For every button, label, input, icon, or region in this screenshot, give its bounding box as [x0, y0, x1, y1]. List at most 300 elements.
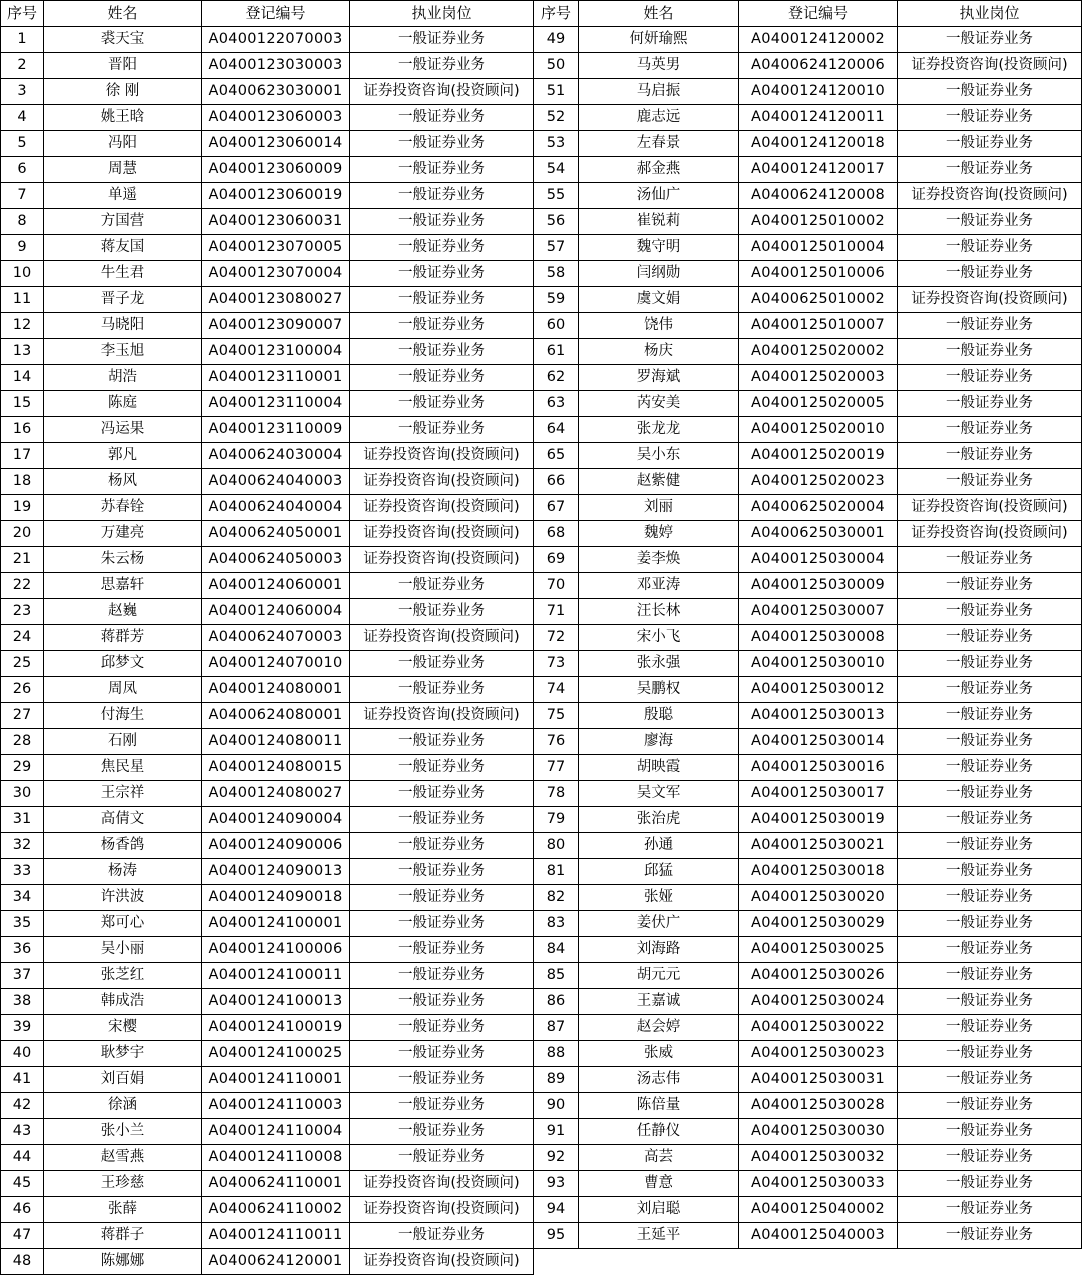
- table-row: [534, 495, 1082, 521]
- cell-seq: 10: [1, 261, 44, 287]
- cell-position: 证券投资咨询(投资顾问): [898, 521, 1082, 547]
- cell-name: 殷聪: [579, 703, 739, 729]
- table-row: [534, 1119, 1082, 1145]
- cell-name: 王宗祥: [44, 781, 202, 807]
- cell-seq: 28: [1, 729, 44, 755]
- cell-position: 一般证券业务: [898, 365, 1082, 391]
- cell-position: 一般证券业务: [898, 1093, 1082, 1119]
- cell-position: 一般证券业务: [350, 209, 534, 235]
- cell-position: 一般证券业务: [898, 1015, 1082, 1041]
- table-row: [1, 313, 534, 339]
- cell-name: 韩成浩: [44, 989, 202, 1015]
- cell-seq: 33: [1, 859, 44, 885]
- cell-position: 一般证券业务: [898, 157, 1082, 183]
- cell-name: 张小兰: [44, 1119, 202, 1145]
- cell-seq: 95: [534, 1223, 579, 1249]
- cell-name: 万建亮: [44, 521, 202, 547]
- table-row: [534, 417, 1082, 443]
- cell-name: 汪长林: [579, 599, 739, 625]
- cell-seq: 13: [1, 339, 44, 365]
- cell-seq: 66: [534, 469, 579, 495]
- cell-name: 苏春铨: [44, 495, 202, 521]
- cell-seq: 69: [534, 547, 579, 573]
- cell-seq: 43: [1, 1119, 44, 1145]
- cell-name: 蒋群子: [44, 1223, 202, 1249]
- cell-reg-no: A0400125030032: [739, 1145, 898, 1171]
- table-row: [1, 1145, 534, 1171]
- cell-seq: 74: [534, 677, 579, 703]
- table-row: [1, 131, 534, 157]
- header-reg-no: 登记编号: [739, 1, 898, 27]
- roster-table-right: [533, 0, 1082, 1249]
- cell-position: 一般证券业务: [898, 131, 1082, 157]
- cell-reg-no: A0400123060003: [202, 105, 350, 131]
- cell-seq: 2: [1, 53, 44, 79]
- cell-seq: 53: [534, 131, 579, 157]
- table-row: [1, 287, 534, 313]
- cell-name: 孙通: [579, 833, 739, 859]
- header-name: 姓名: [579, 1, 739, 27]
- cell-reg-no: A0400124110004: [202, 1119, 350, 1145]
- cell-seq: 14: [1, 365, 44, 391]
- table-row: [1, 859, 534, 885]
- table-row: [1, 469, 534, 495]
- cell-position: 一般证券业务: [898, 1067, 1082, 1093]
- cell-seq: 94: [534, 1197, 579, 1223]
- cell-reg-no: A0400124100025: [202, 1041, 350, 1067]
- table-row: [534, 703, 1082, 729]
- cell-reg-no: A0400125030020: [739, 885, 898, 911]
- cell-position: 证券投资咨询(投资顾问): [350, 521, 534, 547]
- cell-position: 一般证券业务: [350, 599, 534, 625]
- table-row: [1, 573, 534, 599]
- cell-reg-no: A0400125020023: [739, 469, 898, 495]
- cell-name: 赵紫健: [579, 469, 739, 495]
- cell-seq: 81: [534, 859, 579, 885]
- cell-position: 一般证券业务: [350, 1067, 534, 1093]
- table-row: [534, 989, 1082, 1015]
- cell-name: 邱猛: [579, 859, 739, 885]
- cell-seq: 56: [534, 209, 579, 235]
- cell-reg-no: A0400125030018: [739, 859, 898, 885]
- cell-seq: 5: [1, 131, 44, 157]
- cell-reg-no: A0400624070003: [202, 625, 350, 651]
- cell-seq: 88: [534, 1041, 579, 1067]
- table-row: [1, 703, 534, 729]
- cell-seq: 72: [534, 625, 579, 651]
- cell-name: 牛生君: [44, 261, 202, 287]
- cell-name: 周凤: [44, 677, 202, 703]
- cell-name: 魏婷: [579, 521, 739, 547]
- cell-position: 一般证券业务: [898, 209, 1082, 235]
- cell-seq: 79: [534, 807, 579, 833]
- cell-seq: 24: [1, 625, 44, 651]
- cell-name: 周慧: [44, 157, 202, 183]
- table-row: [1, 1249, 534, 1275]
- table-row: [534, 729, 1082, 755]
- table-row: [1, 443, 534, 469]
- table-row: [534, 781, 1082, 807]
- cell-reg-no: A0400124110003: [202, 1093, 350, 1119]
- cell-name: 张龙龙: [579, 417, 739, 443]
- cell-name: 饶伟: [579, 313, 739, 339]
- cell-position: 一般证券业务: [350, 339, 534, 365]
- cell-reg-no: A0400125030022: [739, 1015, 898, 1041]
- cell-position: 证券投资咨询(投资顾问): [898, 495, 1082, 521]
- cell-position: 一般证券业务: [350, 1145, 534, 1171]
- table-row: [1, 157, 534, 183]
- cell-seq: 42: [1, 1093, 44, 1119]
- cell-reg-no: A0400123060009: [202, 157, 350, 183]
- cell-seq: 3: [1, 79, 44, 105]
- table-row: [1, 1041, 534, 1067]
- cell-reg-no: A0400624110002: [202, 1197, 350, 1223]
- cell-seq: 83: [534, 911, 579, 937]
- cell-name: 赵巍: [44, 599, 202, 625]
- cell-name: 郝金燕: [579, 157, 739, 183]
- cell-reg-no: A0400123080027: [202, 287, 350, 313]
- cell-seq: 78: [534, 781, 579, 807]
- cell-position: 一般证券业务: [898, 313, 1082, 339]
- cell-name: 鹿志远: [579, 105, 739, 131]
- cell-name: 张永强: [579, 651, 739, 677]
- cell-position: 一般证券业务: [898, 261, 1082, 287]
- cell-reg-no: A0400624050001: [202, 521, 350, 547]
- cell-reg-no: A0400125030004: [739, 547, 898, 573]
- table-row: [534, 287, 1082, 313]
- cell-seq: 52: [534, 105, 579, 131]
- table-row: [1, 781, 534, 807]
- cell-position: 一般证券业务: [898, 859, 1082, 885]
- cell-seq: 89: [534, 1067, 579, 1093]
- cell-position: 一般证券业务: [350, 1119, 534, 1145]
- cell-seq: 29: [1, 755, 44, 781]
- cell-seq: 16: [1, 417, 44, 443]
- cell-seq: 11: [1, 287, 44, 313]
- cell-name: 裘天宝: [44, 27, 202, 53]
- cell-reg-no: A0400123090007: [202, 313, 350, 339]
- cell-seq: 49: [534, 27, 579, 53]
- cell-reg-no: A0400624110001: [202, 1171, 350, 1197]
- cell-name: 刘丽: [579, 495, 739, 521]
- header-position: 执业岗位: [898, 1, 1082, 27]
- cell-seq: 19: [1, 495, 44, 521]
- cell-reg-no: A0400125040003: [739, 1223, 898, 1249]
- cell-position: 证券投资咨询(投资顾问): [350, 443, 534, 469]
- cell-reg-no: A0400124100011: [202, 963, 350, 989]
- cell-seq: 93: [534, 1171, 579, 1197]
- cell-position: 一般证券业务: [350, 27, 534, 53]
- cell-reg-no: A0400123060019: [202, 183, 350, 209]
- cell-position: 一般证券业务: [898, 573, 1082, 599]
- cell-position: 证券投资咨询(投资顾问): [350, 1171, 534, 1197]
- cell-reg-no: A0400125010004: [739, 235, 898, 261]
- cell-seq: 92: [534, 1145, 579, 1171]
- cell-name: 张娅: [579, 885, 739, 911]
- table-row: [534, 937, 1082, 963]
- cell-reg-no: A0400124110011: [202, 1223, 350, 1249]
- cell-position: 一般证券业务: [350, 1015, 534, 1041]
- cell-reg-no: A0400123070004: [202, 261, 350, 287]
- table-row: [534, 521, 1082, 547]
- cell-reg-no: A0400123110009: [202, 417, 350, 443]
- table-row: [1, 183, 534, 209]
- table-row: [534, 261, 1082, 287]
- cell-name: 姚王晗: [44, 105, 202, 131]
- cell-name: 廖海: [579, 729, 739, 755]
- cell-position: 证券投资咨询(投资顾问): [898, 183, 1082, 209]
- cell-position: 一般证券业务: [898, 1223, 1082, 1249]
- cell-reg-no: A0400124120018: [739, 131, 898, 157]
- cell-reg-no: A0400125030009: [739, 573, 898, 599]
- cell-position: 一般证券业务: [350, 859, 534, 885]
- cell-name: 刘海路: [579, 937, 739, 963]
- cell-name: 虞文娟: [579, 287, 739, 313]
- cell-seq: 65: [534, 443, 579, 469]
- cell-seq: 51: [534, 79, 579, 105]
- cell-reg-no: A0400123100004: [202, 339, 350, 365]
- cell-reg-no: A0400124080015: [202, 755, 350, 781]
- cell-name: 王珍慈: [44, 1171, 202, 1197]
- cell-seq: 50: [534, 53, 579, 79]
- cell-reg-no: A0400124080011: [202, 729, 350, 755]
- cell-position: 一般证券业务: [350, 833, 534, 859]
- cell-position: 证券投资咨询(投资顾问): [898, 287, 1082, 313]
- cell-position: 一般证券业务: [350, 573, 534, 599]
- cell-position: 一般证券业务: [350, 755, 534, 781]
- cell-name: 蒋友国: [44, 235, 202, 261]
- cell-position: 一般证券业务: [350, 677, 534, 703]
- cell-seq: 8: [1, 209, 44, 235]
- cell-name: 姜李焕: [579, 547, 739, 573]
- cell-reg-no: A0400124100019: [202, 1015, 350, 1041]
- cell-seq: 39: [1, 1015, 44, 1041]
- cell-position: 证券投资咨询(投资顾问): [898, 53, 1082, 79]
- table-row: [534, 1067, 1082, 1093]
- table-row: [1, 651, 534, 677]
- table-row: [534, 183, 1082, 209]
- cell-position: 一般证券业务: [350, 365, 534, 391]
- cell-seq: 22: [1, 573, 44, 599]
- cell-position: 一般证券业务: [898, 677, 1082, 703]
- cell-name: 姜伏广: [579, 911, 739, 937]
- cell-seq: 7: [1, 183, 44, 209]
- table-row: [1, 755, 534, 781]
- cell-name: 马晓阳: [44, 313, 202, 339]
- cell-reg-no: A0400125030023: [739, 1041, 898, 1067]
- cell-name: 杨香鸽: [44, 833, 202, 859]
- cell-seq: 20: [1, 521, 44, 547]
- cell-reg-no: A0400122070003: [202, 27, 350, 53]
- table-row: [1, 807, 534, 833]
- cell-seq: 23: [1, 599, 44, 625]
- cell-seq: 44: [1, 1145, 44, 1171]
- cell-seq: 18: [1, 469, 44, 495]
- cell-seq: 55: [534, 183, 579, 209]
- table-row: [1, 833, 534, 859]
- cell-seq: 37: [1, 963, 44, 989]
- cell-seq: 90: [534, 1093, 579, 1119]
- cell-position: 一般证券业务: [350, 911, 534, 937]
- cell-seq: 58: [534, 261, 579, 287]
- cell-reg-no: A0400124060004: [202, 599, 350, 625]
- cell-reg-no: A0400125010007: [739, 313, 898, 339]
- table-row: [534, 1171, 1082, 1197]
- cell-reg-no: A0400124080001: [202, 677, 350, 703]
- table-row: [1, 1171, 534, 1197]
- table-row: [1, 729, 534, 755]
- cell-reg-no: A0400623030001: [202, 79, 350, 105]
- table-row: [534, 209, 1082, 235]
- cell-reg-no: A0400625010002: [739, 287, 898, 313]
- cell-reg-no: A0400624120008: [739, 183, 898, 209]
- cell-reg-no: A0400125030031: [739, 1067, 898, 1093]
- table-row: [1, 365, 534, 391]
- cell-name: 马英男: [579, 53, 739, 79]
- table-row: [1, 53, 534, 79]
- cell-seq: 71: [534, 599, 579, 625]
- cell-name: 方国营: [44, 209, 202, 235]
- cell-reg-no: A0400125030012: [739, 677, 898, 703]
- cell-reg-no: A0400125030016: [739, 755, 898, 781]
- cell-position: 一般证券业务: [350, 235, 534, 261]
- cell-position: 一般证券业务: [898, 781, 1082, 807]
- cell-name: 汤志伟: [579, 1067, 739, 1093]
- table-row: [534, 911, 1082, 937]
- table-row: [534, 833, 1082, 859]
- table-row: [534, 157, 1082, 183]
- cell-seq: 61: [534, 339, 579, 365]
- cell-seq: 63: [534, 391, 579, 417]
- cell-name: 宋樱: [44, 1015, 202, 1041]
- cell-reg-no: A0400123030003: [202, 53, 350, 79]
- table-row: [534, 547, 1082, 573]
- cell-position: 一般证券业务: [350, 183, 534, 209]
- table-row: [534, 963, 1082, 989]
- cell-name: 单遥: [44, 183, 202, 209]
- cell-seq: 1: [1, 27, 44, 53]
- cell-name: 汤仙广: [579, 183, 739, 209]
- table-row: [1, 937, 534, 963]
- cell-reg-no: A0400124060001: [202, 573, 350, 599]
- cell-seq: 36: [1, 937, 44, 963]
- cell-seq: 62: [534, 365, 579, 391]
- cell-seq: 38: [1, 989, 44, 1015]
- cell-position: 一般证券业务: [898, 937, 1082, 963]
- cell-seq: 35: [1, 911, 44, 937]
- cell-seq: 25: [1, 651, 44, 677]
- cell-name: 思嘉轩: [44, 573, 202, 599]
- cell-name: 晋子龙: [44, 287, 202, 313]
- cell-position: 一般证券业务: [898, 1145, 1082, 1171]
- cell-position: 一般证券业务: [898, 755, 1082, 781]
- cell-reg-no: A0400123070005: [202, 235, 350, 261]
- cell-seq: 34: [1, 885, 44, 911]
- cell-position: 一般证券业务: [898, 27, 1082, 53]
- cell-reg-no: A0400124100006: [202, 937, 350, 963]
- cell-reg-no: A0400125030029: [739, 911, 898, 937]
- header-seq: 序号: [534, 1, 579, 27]
- cell-position: 一般证券业务: [350, 131, 534, 157]
- cell-name: 付海生: [44, 703, 202, 729]
- cell-name: 赵会婷: [579, 1015, 739, 1041]
- table-row: [1, 235, 534, 261]
- cell-position: 证券投资咨询(投资顾问): [350, 469, 534, 495]
- cell-name: 耿梦宇: [44, 1041, 202, 1067]
- table-row: [1, 1197, 534, 1223]
- cell-reg-no: A0400125030014: [739, 729, 898, 755]
- cell-seq: 85: [534, 963, 579, 989]
- table-header-row: [1, 1, 534, 27]
- cell-name: 杨风: [44, 469, 202, 495]
- cell-position: 一般证券业务: [898, 1197, 1082, 1223]
- cell-position: 一般证券业务: [898, 885, 1082, 911]
- cell-reg-no: A0400123110001: [202, 365, 350, 391]
- cell-name: 王延平: [579, 1223, 739, 1249]
- cell-reg-no: A0400124100001: [202, 911, 350, 937]
- cell-reg-no: A0400124120011: [739, 105, 898, 131]
- cell-position: 一般证券业务: [898, 547, 1082, 573]
- table-row: [534, 1093, 1082, 1119]
- cell-reg-no: A0400125030026: [739, 963, 898, 989]
- cell-position: 一般证券业务: [898, 1171, 1082, 1197]
- table-row: [1, 1223, 534, 1249]
- cell-reg-no: A0400125030021: [739, 833, 898, 859]
- cell-position: 一般证券业务: [898, 807, 1082, 833]
- cell-position: 证券投资咨询(投资顾问): [350, 703, 534, 729]
- cell-position: 一般证券业务: [350, 105, 534, 131]
- cell-position: 一般证券业务: [350, 937, 534, 963]
- cell-name: 许洪波: [44, 885, 202, 911]
- cell-name: 邓亚涛: [579, 573, 739, 599]
- cell-reg-no: A0400125020005: [739, 391, 898, 417]
- cell-name: 胡映霞: [579, 755, 739, 781]
- cell-seq: 76: [534, 729, 579, 755]
- table-row: [1, 417, 534, 443]
- cell-name: 吴小丽: [44, 937, 202, 963]
- cell-seq: 82: [534, 885, 579, 911]
- cell-name: 李玉旭: [44, 339, 202, 365]
- table-row: [534, 859, 1082, 885]
- cell-name: 崔锐莉: [579, 209, 739, 235]
- cell-reg-no: A0400124120010: [739, 79, 898, 105]
- cell-name: 冯阳: [44, 131, 202, 157]
- table-row: [534, 79, 1082, 105]
- cell-seq: 31: [1, 807, 44, 833]
- cell-reg-no: A0400123110004: [202, 391, 350, 417]
- cell-seq: 17: [1, 443, 44, 469]
- header-reg-no: 登记编号: [202, 1, 350, 27]
- cell-reg-no: A0400624050003: [202, 547, 350, 573]
- cell-position: 一般证券业务: [350, 261, 534, 287]
- table-row: [534, 391, 1082, 417]
- cell-position: 证券投资咨询(投资顾问): [350, 1197, 534, 1223]
- cell-reg-no: A0400124100013: [202, 989, 350, 1015]
- cell-name: 闫纲勋: [579, 261, 739, 287]
- cell-name: 张治虎: [579, 807, 739, 833]
- cell-seq: 30: [1, 781, 44, 807]
- cell-position: 证券投资咨询(投资顾问): [350, 79, 534, 105]
- cell-seq: 9: [1, 235, 44, 261]
- cell-reg-no: A0400124080027: [202, 781, 350, 807]
- cell-reg-no: A0400624040004: [202, 495, 350, 521]
- cell-name: 马启振: [579, 79, 739, 105]
- cell-name: 陈庭: [44, 391, 202, 417]
- table-row: [1, 27, 534, 53]
- cell-seq: 48: [1, 1249, 44, 1275]
- cell-reg-no: A0400124110001: [202, 1067, 350, 1093]
- cell-reg-no: A0400124120002: [739, 27, 898, 53]
